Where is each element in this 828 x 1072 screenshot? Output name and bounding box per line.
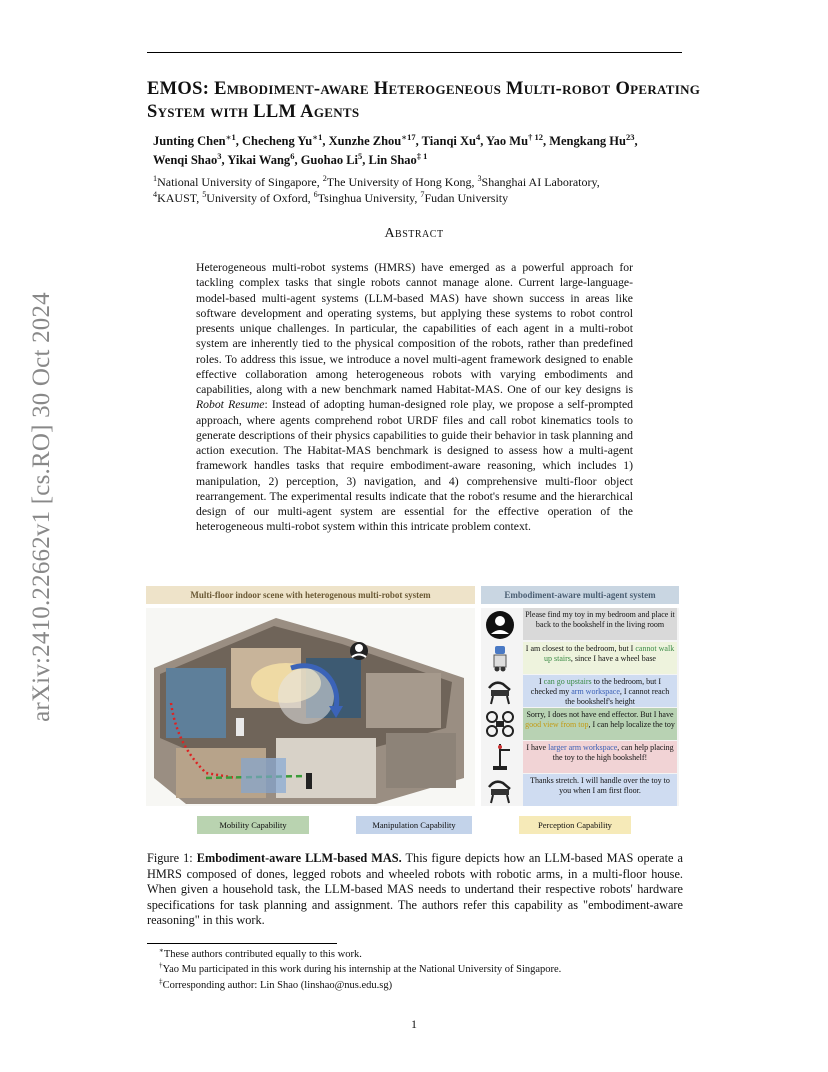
- author-name: Guohao Li: [300, 153, 358, 167]
- arxiv-stamp: [24, 287, 60, 727]
- author-name: Tianqi Xu: [421, 134, 476, 148]
- message-text: , since I have a wheel base: [570, 654, 656, 663]
- footnote: [159, 947, 679, 962]
- author-superscript: 3: [217, 150, 222, 161]
- footnote-mark: †: [159, 961, 163, 970]
- affiliation-line-2: [153, 190, 713, 206]
- message-text: to the bedroom, but I checked my: [530, 677, 661, 696]
- abstract-body: [196, 260, 633, 535]
- caption-text: This figure depicts how an LLM-based MAS operate a HMRS composed of dones, legged robots and wheeled robots with robotic arms, in a multi-floor house. When given a household task, the LLM-based MAS needs to undertand their respective robots' hardware specifications for task planning and assignment. The authors refer this capability as "embodiment-aware reasoning" in this work.: [147, 851, 684, 928]
- page-number: 1: [411, 1017, 417, 1031]
- affiliation-superscript: 2: [322, 174, 327, 183]
- author-name: Yikai Wang: [227, 153, 291, 167]
- author-superscript: ‡ 1: [416, 150, 428, 161]
- message-text: , I can help localize the toy: [588, 720, 675, 729]
- author-line-1: Junting Chen$^{∗1}$, Checheng $Yu^{∗1}$, Xunzhe Zhou$^{∗17}$, Tianqi Xu$^4$, Yao Mu$^{\dagger 12}$, Mengkang Hu$^{23}$,: [153, 131, 638, 148]
- author-superscript: ∗1: [312, 131, 323, 142]
- abstract-part-2: : Instead of adopting human-designed role play, we propose a self-prompted approach, where agents comprehend robot URDF files and call robot kinematics tools to generate descriptions of their physics capabilities to guide their behavior in task planning and action execution. The Habitat-MAS benchmark is designed to assess how a multi-agent framework handles tasks that require embodiment-aware reasoning, which includes 1) manipulation, 2) perception, 3) navigation, and 4) comprehensive multi-floor object rearrangement. The experimental results indicate that the robot's resume and the hierarchical design of our multi-agent system are essential for the effective operation of the heterogeneous multi-robot system within this intricate problem context.: [196, 398, 633, 534]
- author-superscript: 23: [625, 131, 635, 142]
- chat-panel-header: Embodiment-aware multi-agent system: [481, 586, 679, 604]
- author-name: Checheng Yu: [241, 134, 313, 148]
- footnote-text: Corresponding author: Lin Shao (linshao@nus.edu.sg): [162, 979, 393, 991]
- affiliation-line-1: [153, 174, 713, 190]
- affiliation-superscript: 1: [153, 174, 158, 183]
- message-drone: [523, 708, 677, 740]
- affiliation-name: University of Oxford,: [206, 191, 314, 205]
- footnote-text: These authors contributed equally to this work.: [163, 949, 362, 960]
- footnote-mark: ‡: [159, 977, 163, 986]
- manipulation-capability-label: Manipulation Capability: [356, 816, 472, 834]
- footnotes: [159, 947, 679, 993]
- affiliation-name: Fudan University: [424, 191, 509, 205]
- author-superscript: ∗17: [401, 131, 416, 142]
- author-superscript: † 12: [528, 131, 543, 142]
- affiliation-name: The University of Hong Kong,: [326, 175, 478, 189]
- abstract-heading: Abstract: [384, 226, 444, 241]
- message-text: Thanks stretch. I will handle over the toy to you when I am first floor.: [530, 776, 670, 795]
- house-scene-illustration: [146, 608, 475, 806]
- affiliations: [153, 174, 713, 206]
- drone-icon: [483, 709, 517, 739]
- author-superscript: ∗1: [225, 131, 236, 142]
- message-text: I have: [526, 743, 549, 752]
- affiliation-name: KAUST,: [157, 191, 203, 205]
- affiliation-superscript: 5: [202, 190, 207, 199]
- caption-label: Figure 1:: [147, 851, 193, 865]
- perception-capability-label: Perception Capability: [519, 816, 631, 834]
- message-text: , I cannot reach the bookshelf's height: [565, 687, 670, 706]
- paper-title: [147, 78, 707, 124]
- author-superscript: 4: [475, 131, 481, 142]
- title-lead: EMOS: [147, 79, 203, 99]
- author-name: Mengkang Hu: [549, 134, 626, 148]
- abstract-part-1: Heterogeneous multi-robot systems (HMRS) have emerged as a powerful approach for tackling complex tasks that single robots cannot manage alone. Current large-language-model-based multi-agent systems (LLM-based MAS) have shown success in areas like software development and operating systems, but applying these systems to robot control presents unique challenges. In particular, the capabilities of each agent in a multi-robot system are inherently tied to the physical composition of the robots, rather than predefined roles. To address this issue, we introduce a novel multi-agent framework designed to enable effective collaboration among heterogeneous robots with varying embodiments and capabilities, along with a new benchmark named Habitat-MAS. One of our key designs is: [196, 261, 633, 396]
- wheeled-robot-icon: [483, 643, 517, 673]
- header-rule: [147, 52, 682, 53]
- affiliation-superscript: 6: [313, 190, 318, 199]
- affiliation-superscript: 3: [477, 174, 482, 183]
- affiliation-superscript: 7: [420, 190, 425, 199]
- footnote-mark: ∗: [159, 946, 164, 955]
- author-name: Lin Shao: [368, 153, 417, 167]
- caption-bold: Embodiment-aware LLM-based MAS.: [196, 851, 402, 865]
- figure-1: [146, 586, 682, 844]
- footnote-text: Yao Mu participated in this work during his internship at the National University of Singapore.: [162, 964, 562, 976]
- message-text: arm workspace: [571, 687, 620, 696]
- message-user-request: [523, 608, 677, 640]
- message-text: , can help placing the toy to the high bookshelf!: [552, 743, 674, 762]
- legged-robot-reply-icon: [483, 775, 517, 805]
- author-superscript: 6: [290, 150, 295, 161]
- figure-caption: [147, 851, 683, 929]
- scene-panel-header: Multi-floor indoor scene with heterogenous multi-robot system: [146, 586, 475, 604]
- message-wheeled-robot: [523, 642, 677, 674]
- message-text: I: [539, 677, 544, 686]
- affiliation-superscript: 4: [153, 190, 158, 199]
- message-text: cannot walk up stairs: [544, 644, 675, 663]
- author-name: Yao Mu: [486, 134, 529, 148]
- affiliation-name: Shanghai AI Laboratory,: [481, 175, 600, 189]
- author-superscript: 5: [358, 150, 363, 161]
- abstract-italic: Robot Resume: [196, 398, 265, 412]
- message-text: Please find my toy in my bedroom and place it back to the bookshelf in the living room: [525, 610, 675, 629]
- author-line-2: Wenqi Shao$^3$, Yikai Wang$^6$, Guohao Li$^5$, Lin Shao$^{\ddagger 1}$: [153, 150, 428, 167]
- agent-chat-panel: [481, 608, 679, 806]
- message-legged-robot: [523, 675, 677, 707]
- message-stretch-robot: [523, 741, 677, 773]
- title-rest: : Embodiment-aware Heterogeneous Multi-robot Operating System with LLM Agents: [147, 79, 701, 122]
- footnote-rule: [147, 943, 337, 944]
- message-legged-robot-reply: [523, 774, 677, 806]
- message-text: can go upstairs: [543, 677, 592, 686]
- message-text: good view from top: [525, 720, 589, 729]
- author-list: [153, 132, 713, 170]
- author-name: Junting Chen: [153, 134, 226, 148]
- mobility-capability-label: Mobility Capability: [197, 816, 309, 834]
- arxiv-stamp-text: arXiv:2410.22662v1 [cs.RO] 30 Oct 2024: [28, 292, 55, 722]
- footnote: [159, 978, 679, 993]
- affiliation-name: Tsinghua University,: [317, 191, 421, 205]
- house-scene-svg: [146, 608, 475, 806]
- footnote: [159, 962, 679, 977]
- message-text: larger arm workspace: [548, 743, 618, 752]
- user-avatar-icon: [483, 610, 517, 640]
- legged-robot-icon: [483, 676, 517, 706]
- message-text: I am closest to the bedroom, but I: [525, 644, 636, 653]
- message-text: Sorry, I does not have end effector. But I have: [526, 710, 674, 719]
- author-name: Wenqi Shao: [153, 153, 218, 167]
- author-name: Xunzhe Zhou: [328, 134, 402, 148]
- affiliation-name: National University of Singapore,: [157, 175, 323, 189]
- stretch-robot-icon: [483, 742, 517, 772]
